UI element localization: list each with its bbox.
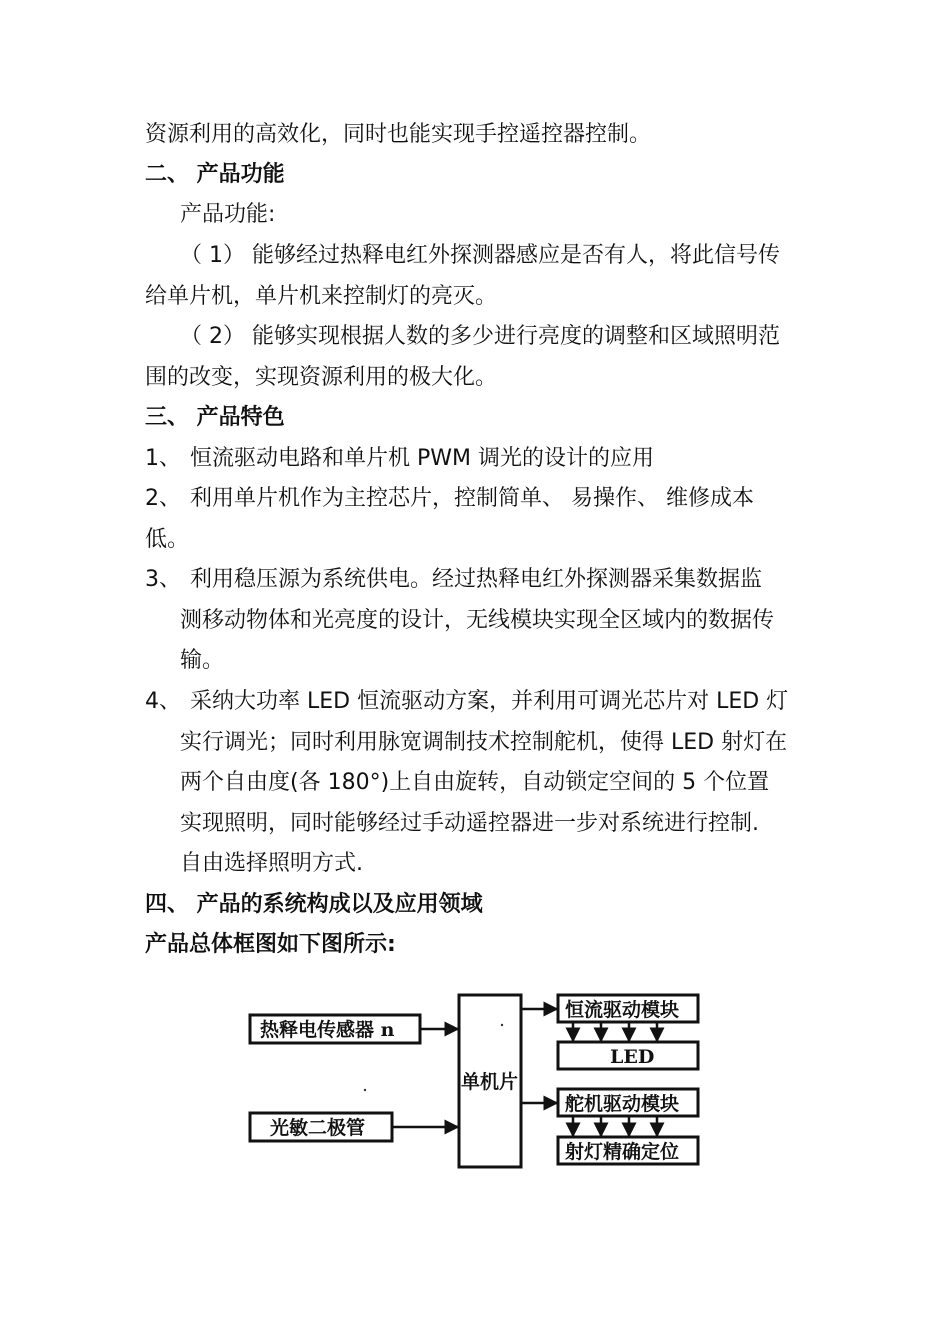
function-item-1-line1: （ 1） 能够经过热释电红外探测器感应是否有人，将此信号传 <box>180 243 780 268</box>
section3-heading: 三、 产品特色 <box>145 405 285 430</box>
feature-4-line1: 采纳大功率 LED 恒流驱动方案，并利用可调光芯片对 LED 灯 <box>190 689 789 714</box>
spotlight-positioning-label: 射灯精确定位 <box>565 1141 680 1163</box>
feature-3-line3: 输。 <box>180 648 225 673</box>
feature-3-number: 3、 <box>145 567 181 592</box>
feature-2-line1: 利用单片机作为主控芯片，控制简单、 易操作、 维修成本 <box>190 486 754 511</box>
feature-4-line5: 自由选择照明方式. <box>180 851 363 876</box>
spotlight-positioning-box <box>558 1137 698 1164</box>
function-item-2-line1: （ 2） 能够实现根据人数的多少进行亮度的调整和区域照明范 <box>180 324 780 349</box>
feature-1-line1: 恒流驱动电路和单片机 PWM 调光的设计的应用 <box>190 446 654 471</box>
mcu-label: 单机片 <box>461 1071 519 1093</box>
sensor-label: 热释电传感器 n <box>260 1019 395 1041</box>
function-item-1-line2: 给单片机，单片机来控制灯的亮灭。 <box>145 284 498 309</box>
section4-heading: 四、 产品的系统构成以及应用领域 <box>145 892 483 917</box>
system-block-diagram <box>240 985 720 1180</box>
feature-3-line2: 测移动物体和光亮度的设计，无线模块实现全区域内的数据传 <box>180 608 775 633</box>
section2-sub: 产品功能: <box>180 202 276 227</box>
feature-4-line3: 两个自由度(各 180°)上自由旋转，自动锁定空间的 5 个位置 <box>180 770 770 795</box>
scan-dot <box>501 1024 503 1026</box>
led-box <box>558 1042 698 1069</box>
servo-driver-label: 舵机驱动模块 <box>565 1093 680 1115</box>
cc-driver-label: 恒流驱动模块 <box>565 999 680 1021</box>
servo-driver-box <box>558 1089 698 1116</box>
function-item-2-line2: 围的改变，实现资源利用的极大化。 <box>145 365 498 390</box>
led-label: LED <box>610 1046 655 1068</box>
feature-2-number: 2、 <box>145 486 181 511</box>
feature-4-line2: 实行调光；同时利用脉宽调制技术控制舵机，使得 LED 射灯在 <box>180 730 788 755</box>
feature-4-line4: 实现照明，同时能够经过手动遥控器进一步对系统进行控制. <box>180 811 759 836</box>
section2-heading: 二、 产品功能 <box>145 162 285 187</box>
diagram-caption: 产品总体框图如下图所示: <box>145 932 396 957</box>
feature-3-line1: 利用稳压源为系统供电。经过热释电红外探测器采集数据监 <box>190 567 763 592</box>
feature-1-number: 1、 <box>145 446 181 471</box>
intro-continuation: 资源利用的高效化，同时也能实现手控遥控器控制。 <box>145 122 652 147</box>
sensor-box <box>250 1015 420 1043</box>
feature-2-line2: 低。 <box>145 527 190 552</box>
cc-driver-box <box>558 995 698 1022</box>
photodiode-label: 光敏二极管 <box>270 1117 366 1139</box>
scan-dot <box>364 1089 366 1091</box>
feature-4-number: 4、 <box>145 689 181 714</box>
mcu-box <box>459 995 521 1167</box>
photodiode-box <box>250 1113 392 1141</box>
